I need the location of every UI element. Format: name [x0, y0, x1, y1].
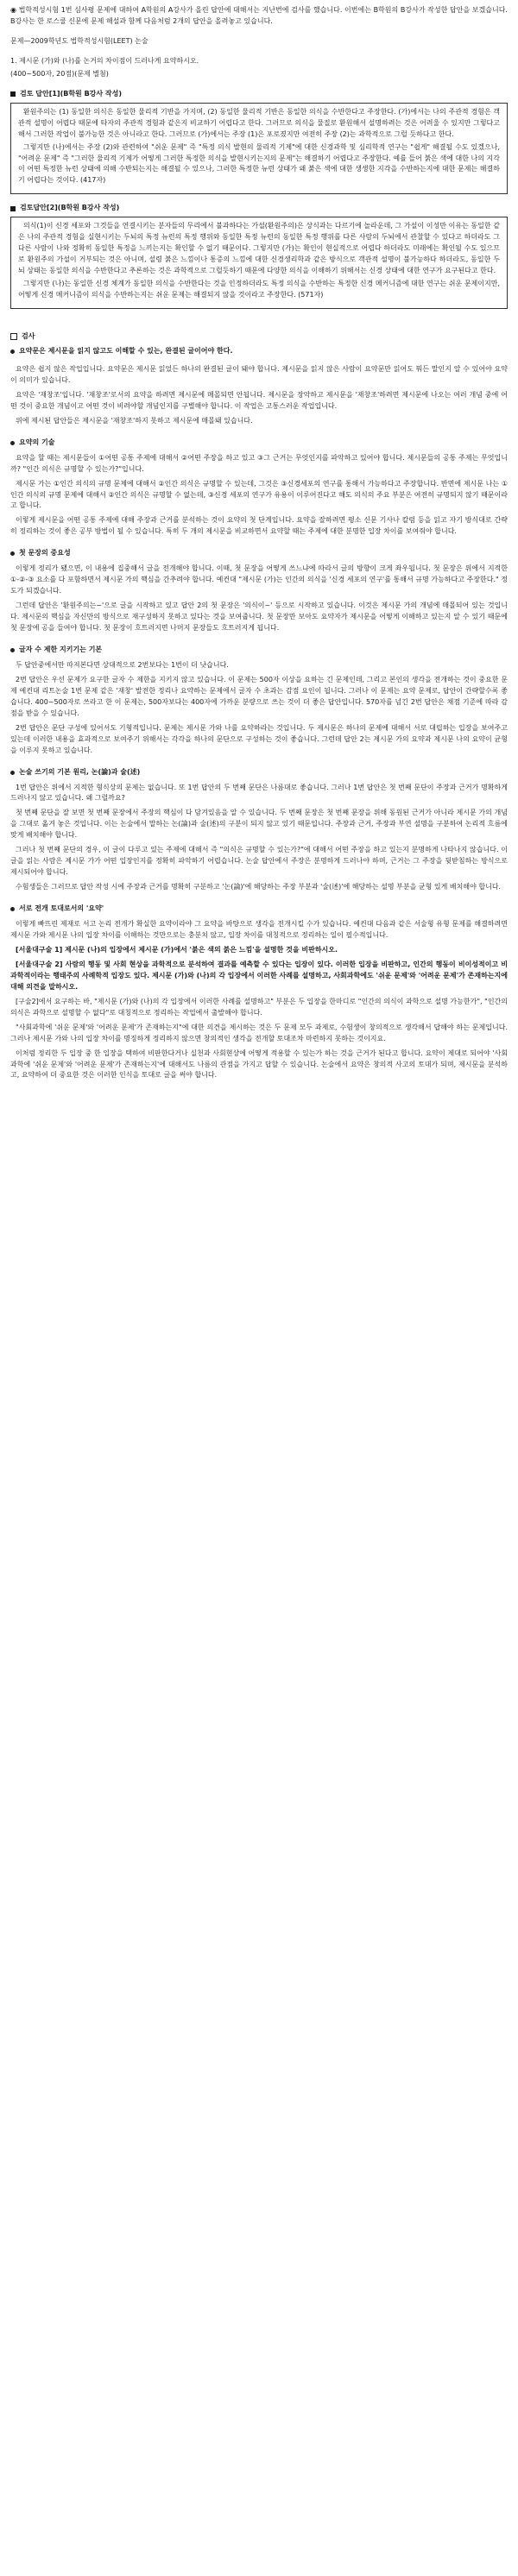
answer1-title: 검토 답안[1](B학원 B강사 작성) [20, 89, 123, 98]
section-paragraph: 2번 답안은 우선 문제가 요구한 글자 수 제한을 지키지 않고 있습니다. 이 문제는 500자 이상을 요하는 긴 문제인데, 그리고 본인의 생각을 전개하는 것이 중요한 문제 예컨대 리트논술 1번 문제 같은 '재창' 발전한 정리나 요약하는 문제에서 글자 수 초과는 감점 요인이 됩니다. 그러나 이 문제는 요약 문제로, 답안이 간략할수록 좋습니다. 400~500자로 쓰라고 한 이 문제는, 500자보다는 400자에 가까운 분량으로 쓰는 것이 더 좋은 답안입니다. 570자를 넘긴 2번 답안은 채점 기준에 따라 감점을 받을 수 있습니다. [10, 675, 508, 717]
answer1-paragraph-2: 그렇지만 (나)에서는 주장 (2)와 관련하여 "쉬운 문제" 즉 "특정 의식 발현의 물리적 기제"에 대한 신경과학 및 심리학적 연구는 "쉽게" 해결될 수도 있겠으나, "어려운 문제" 즉 "그러한 물리적 기제가 어떻게 그러한 특정한 의식을 발현시키는지의 문제"는 해결하기 어렵다고 주장한다. 예를 들어 붉은 색에 대한 나의 지각이 어떤 특정한 뉴런 상태에 의해 수반되는지는 해결될 수 있으나, 그러한 특정한 뉴런 상태가 왜 붉은 색에 대한 생생한 지각을 수반하는지에 대한 문제는 해결하기 어렵다는 것이다. (417자) [18, 142, 500, 185]
section-heading: 첫 문장의 중요성 [10, 548, 508, 559]
section-paragraph: 요약은 쉽지 않은 작업입니다. 요약문은 제시문 읽었든 하나의 완결된 글이 돼야 합니다. 제시문을 읽지 않은 사람이 요약문만 읽어도 뭐든 말인지 알 수 있어야 요약이 의미가 있습니다. [10, 364, 508, 384]
section-paragraph: 이렇게 빠뜨린 제재로 서고 논리 전개가 확실한 요약이라야 그 요약을 바탕으로 생각을 전개시킬 수가 있습니다. 예컨대 다음과 같은 서술형 유형 문제를 해결하려면 제시문 가와 제시문 나의 입장 차이를 이해하는 것만으로는 충분치 않고, 입장 차이를 대칭적으로 정리하는 일이 필수적입니다. [10, 920, 508, 939]
section-paragraph: 요약을 할 때는 제시문들이 ①어떤 공통 주제에 대해서 ②어떤 주장을 하고 있고 ③그 근거는 무엇인지를 파악하고 있어야 합니다. 제시문들의 공통 주제는 무엇입니까? "인간 의식은 규명할 수 있는가?"입니다. [10, 453, 508, 473]
answer1-paragraph-1: 환원주의는 (1) 동일한 의식은 동일한 물리적 기반을 가지며, (2) 동일한 물리적 기반은 동일한 의식을 수반한다고 주장한다. (가)에서는 나의 주관적 경험은 객관적 설명이 어렵다 때문에 타자의 주관적 경험과 같은지 비교하기 어렵다고 한다. 그러므로 의식을 물질로 환원해서 설명하려는 것은 어려울 수 있지만 그렇다고 해서 그러한 작업이 불가능한 것은 아니라고 한다. 그러므로 (가)에서는 주장 (1)은 포로졌지만 여전히 주장 (2)는 과학적으로 그럴 듯하다고 한다. [18, 107, 500, 138]
review-heading [10, 331, 508, 343]
box-bullet-icon [10, 333, 17, 340]
review-summary-heading [10, 346, 508, 357]
section-non-sul [10, 767, 508, 894]
section-heading: 서로 전개 토대로서의 '요약' [10, 904, 508, 915]
section-heading: 논술 쓰기의 기본 원리, 논(論)과 술(述) [10, 767, 508, 778]
square-bullet-icon [10, 91, 16, 97]
section-heading: 요약의 기술 [10, 438, 508, 449]
dot-bullet-icon [10, 648, 15, 652]
question-line: 1. 제시문 (가)와 (나)를 논거의 차이점이 드러나게 요약하시오. [10, 56, 199, 65]
section-paragraph: 2번 답안은 문단 구성에 있어서도 기형적입니다. 문제는 제시문 가와 나를 요약하라는 것입니다. 두 제시문은 하나의 문제에 대해서 서로 대립하는 입장을 보여주고 있는데 이러한 내용을 효과적으로 보여주기 위해서는 각각을 하나의 문단으로 구성하는 것이 좋습니다. 그런데 답안 2는 제시문 가의 요약과 제시문 나의 요약이 균형을 이루지 못하고 있습니다. [10, 723, 508, 754]
answer2-paragraph-2: 그렇지만 (나)는 동일한 신경 체계가 동일한 의식을 수반한다는 것을 인정하더라도 특정 의식을 수반하는 특정한 신경 메커니즘에 대한 연구는 쉬운 문제이지만, 어떻게 신경 메커니즘이 의식을 수반하는지는 쉬운 문제는 해결되지 않을 것이라고 주장한다. (571자) [18, 280, 500, 299]
problem-line: 문제—2009학년도 법학적성시험(LEET) 논술 [10, 36, 148, 45]
square-bullet-icon [10, 206, 16, 211]
review-main-point: 요약문은 제시문을 읽지 않고도 이해할 수 있는, 완결된 글이어야 한다. [19, 346, 233, 355]
review-title: 검사 [22, 332, 35, 341]
section-paragraph: 그러나 첫 번째 문단의 경우, 이 글이 다루고 있는 주제에 대해서 즉 "의식은 규명할 수 있는가?"에 대해서 어떤 주장을 하고 있는지 분명하게 나타나지 않습니다. 이 글을 읽는 사람은 제시문 가가 어떤 입장인지를 정확히 파악하기 어렵습니다. 논술 답안에서 주장은 분명하게 드러나야 하며, 근거는 그 주장을 뒷받침하는 방식으로 제시되어야 합니다. [10, 846, 508, 877]
dot-bullet-icon [10, 441, 15, 445]
section-intro [10, 364, 508, 427]
answer1-box [10, 103, 508, 195]
section-paragraph: 이처럼 정리한 두 입장 중 한 입장을 택하여 비판한다거나 실천과 사회현상에 어떻게 적용할 수 있는가 하는 것을 근거가 된다고 합니다. 요약이 제대로 되어야 '사회과학에 '쉬운 문제'와 '어려운 문제'가 존재하는지'에 대해서도 나름의 관점을 가지고 답할 수 있습니다. 논술에서 요약은 창의적 사고의 토대가 되며, 제시문을 분석하고, 요약하여 더 중요한 것은 이러한 인식을 토대로 글을 써야 합니다. [10, 1049, 508, 1080]
oral-exam-question-2: [서울대구술 2] 사람의 행동 및 사회 현상을 과학적으로 분석하여 결과를 예측할 수 있다는 입장이 있다. 이러한 입장을 비판하고, 인간의 행동이 비이성적이고 비과학적이라는 행태주의 사례학적 입장도 있다. 제시문 (가)와 (나)의 각 입장에서 이러한 사례를 설명하고, 사회과학에도 '쉬운 문제'와 '어려운 문제'가 존재하는지에 대해 의견을 말하시오. [10, 960, 508, 991]
section-char-limit [10, 645, 508, 757]
limit-line: (400~500자, 20점)(문제 별첨) [10, 69, 109, 78]
intro-paragraph: ◉ 법학적성시험 1번 심사평 문제에 대하여 A학원의 A강사가 올린 답안에 대해서는 지난번에 검사를 했습니다. 이번에는 B학원의 B강사가 작성한 답안을 보겠습니다. B강사는 한 로스쿨 신문에 문제 해설과 함께 다음처럼 2개의 답안을 올려놓고 있습니다. [10, 6, 508, 25]
dot-bullet-icon [10, 350, 15, 354]
answer1-heading [10, 89, 508, 100]
section-summary-foundation [10, 904, 508, 1081]
section-paragraph: 제시문 가는 ①인간 의식의 규명 문제에 대해서 ②인간 의식은 규명할 수 있는데, 그것은 ③신경세포의 연구를 통해서 가능하다고 주장합니다. 반면에 제시문 나는 ①인간 의식의 규명 문제에 대해서 ②인간 의식은 규명할 수 없는데, ③신경 세포의 연구가 유용이 이루어진다고 해도 의식의 주요 부분은 여전히 규명되지 않기 때문이라고 합니다. [10, 479, 508, 510]
section-paragraph: 첫 번째 문단을 잘 보면 첫 번째 문장에서 주장의 핵심이 다 담겨있음을 알 수 있습니다. 두 번째 문장은 첫 번째 문장을 위해 동원된 근거가 아니라 제시문 가의 개념을 그대로 옮겨 놓은 것입니다. 이는 논술에서 말하는 논(論)과 술(述)의 구분이 되지 않고 있기 때문입니다. 주장과 근거, 주장과 부연 설명을 구분하여 논리적 흐름에 맞게 배치해야 합니다. [10, 809, 508, 840]
dot-bullet-icon [10, 907, 15, 911]
document-page [0, 0, 518, 1081]
oral-exam-question-1: [서울대구술 1] 제시문 (나)의 입장에서 제시문 (가)에서 '붉은 색의 붉은 느낌'을 설명한 것을 비판하시오. [16, 945, 338, 954]
dot-bullet-icon [10, 551, 15, 556]
answer2-paragraph-1: 의식(1)이 신경 세포와 그것들을 연결시키는 분자들의 무리에서 불과하다는 가설(환원주의)은 상식과는 다르기에 놀라운데, 그 가설이 이성만 이유는 동일한 같은 나의 주관적 경험을 실현시키는 두뇌의 특정 뉴런의 특정 행위와 동일한 특정 뉴런의 동일한 특정 행위를 다른 사람의 두뇌에서 관찰할 수 있다고 하더라도 그 다른 사람이 나와 정확히 동일한 특정을 느끼는지는 확인할 수 없기 때문이다. 그렇지만 (가)는 확인이 현실적으로 어렵다 하더라도 미래에는 확인될 수도 있으므로 환원주의 가설이 거부되는 것은 아니며, 설령 붉은 느낌이나 통증의 느낌에 대한 신경생리학과 같은 방식으로 객관적 설명이 불가능하다 하더라도, 동일한 두뇌 상태는 동일한 의식을 수반한다고 추론하는 것은 과학적으로 그럴듯하기 때문에 다양한 의식을 이해하기 위해서는 신경 상태에 대한 연구가 요구된다고 한다. [18, 222, 500, 275]
section-paragraph: "사회과학에 '쉬운 문제'와 '어려운 문제'가 존재하는지"에 대한 의견을 제시하는 것은 두 문제 모두 과제로, 수험생이 창의적으로 생각해서 답해야 하는 문제입니다. 그러나 제시문 가와 나의 입장 차이를 명징하게 정리하지 않으면 창의적인 생각을 전개할 토대조차 마련하지 못하는 것이지요. [10, 1023, 508, 1042]
section-paragraph: 이렇게 정리가 됐으면, 이 내용에 집중해서 글을 전개해야 합니다. 이때, 첫 문장을 어떻게 쓰느냐에 따라서 글의 방향이 크게 좌우됩니다. 첫 문장은 위에서 지적한 ①-②-③ 요소를 다 포함하면서 제시문 가의 핵심을 간추려야 합니다. 예컨대 "제시문 (가)는 인간의 의식을 '신경 세포의 연구'를 통해서 규명 가능하다고 주장한다." 정도가 되겠습니다. [10, 564, 508, 595]
section-paragraph: 요약은 '재창조'입니다. '재창조'로서의 요약을 하려면 제시문에 매몰되면 안됩니다. 제시문을 장악하고 제시문을 '재창조'하려면 제시문에 나오는 여러 개념 중에 어떤 것이 중요한 개념이고 어떤 것이 비려야할 개념인지를 구별해야 합니다. 이 작업은 고통스러운 작업입니다. [10, 390, 508, 410]
intro [10, 5, 508, 80]
section-paragraph: 두 답안중에서만 따져본다면 상대적으로 2번보다는 1번이 더 낫습니다. [16, 660, 229, 669]
section-summary-technique [10, 438, 508, 539]
dot-bullet-icon [10, 771, 15, 775]
section-first-sentence [10, 548, 508, 634]
section-paragraph: [구술2]에서 요구하는 바, "제시문 (가)와 (나)의 각 입장에서 이러한 사례를 설명하고" 부분은 두 입장을 한마디로 "인간의 의식이 과학으로 설명 가능한가", "인간의 의식은 과학으로 설명할 수 없다"로 대칭적으로 정리하는 작업에서 출발해야 합니다. [10, 997, 508, 1017]
section-paragraph: 이렇게 제시문을 어떤 공통 주제에 대해 주장과 근거를 분석하는 것이 요약의 첫 단계입니다. 요약을 잘하려면 평소 신문 기사나 칼럼 등을 읽고 자기 방식대로 간략히 정리하는 것이 좋은 공부 방법이 될 수 있습니다. 특히 두 개의 제시문을 비교하면서 요약할 때는 주제에 대한 분명한 입장 차이를 보여줘야 합니다. [10, 516, 508, 536]
section-paragraph: 수험생들은 그러므로 답안 작성 시에 주장과 근거를 명확히 구분하고 '논(論)'에 해당하는 주장 부분과 '술(述)'에 해당하는 설명 부분을 균형 있게 배치해야 합니다. [16, 883, 502, 891]
section-paragraph: 그런데 답안은 '환원주의는~'으로 글을 시작하고 있고 답안 2의 첫 문장은 '의식이~' 등으로 시작하고 있습니다. 이것은 제시문 가의 개념에 매몰되어 있는 것입니다. 제시문의 핵심을 자신만의 방식으로 재구성하지 못하고 있다는 것을 보여줍니다. 첫 문장만 보아도 요약자가 제시문을 어떻게 이해하고 있는지 알 수 있기 때문에 첫 문장에 공을 들여야 합니다. 첫 문장이 흐트러지면 나머지 문장들도 흐트러지게 됩니다. [10, 601, 508, 633]
answer2-title: 검토답안[2](B학원 B강사 작성) [20, 204, 120, 212]
section-heading: 글자 수 제한 지키기는 기본 [10, 645, 508, 656]
answer2-heading [10, 203, 508, 214]
answer2-box [10, 217, 508, 309]
section-paragraph: 위에 제시된 답안들은 제시문을 '재창조'하지 못하고 제시문에 매몰돼 있습니다. [16, 416, 253, 425]
section-paragraph: 1번 답안은 위에서 지적한 형식상의 문제는 없습니다. 또 1번 답안의 두 번째 문단은 나름대로 좋습니다. 그러나 1번 답안은 첫 번째 문단이 주장과 근거가 명확하게 드러나지 않고 있습니다. 왜 그럴까요? [10, 783, 508, 803]
